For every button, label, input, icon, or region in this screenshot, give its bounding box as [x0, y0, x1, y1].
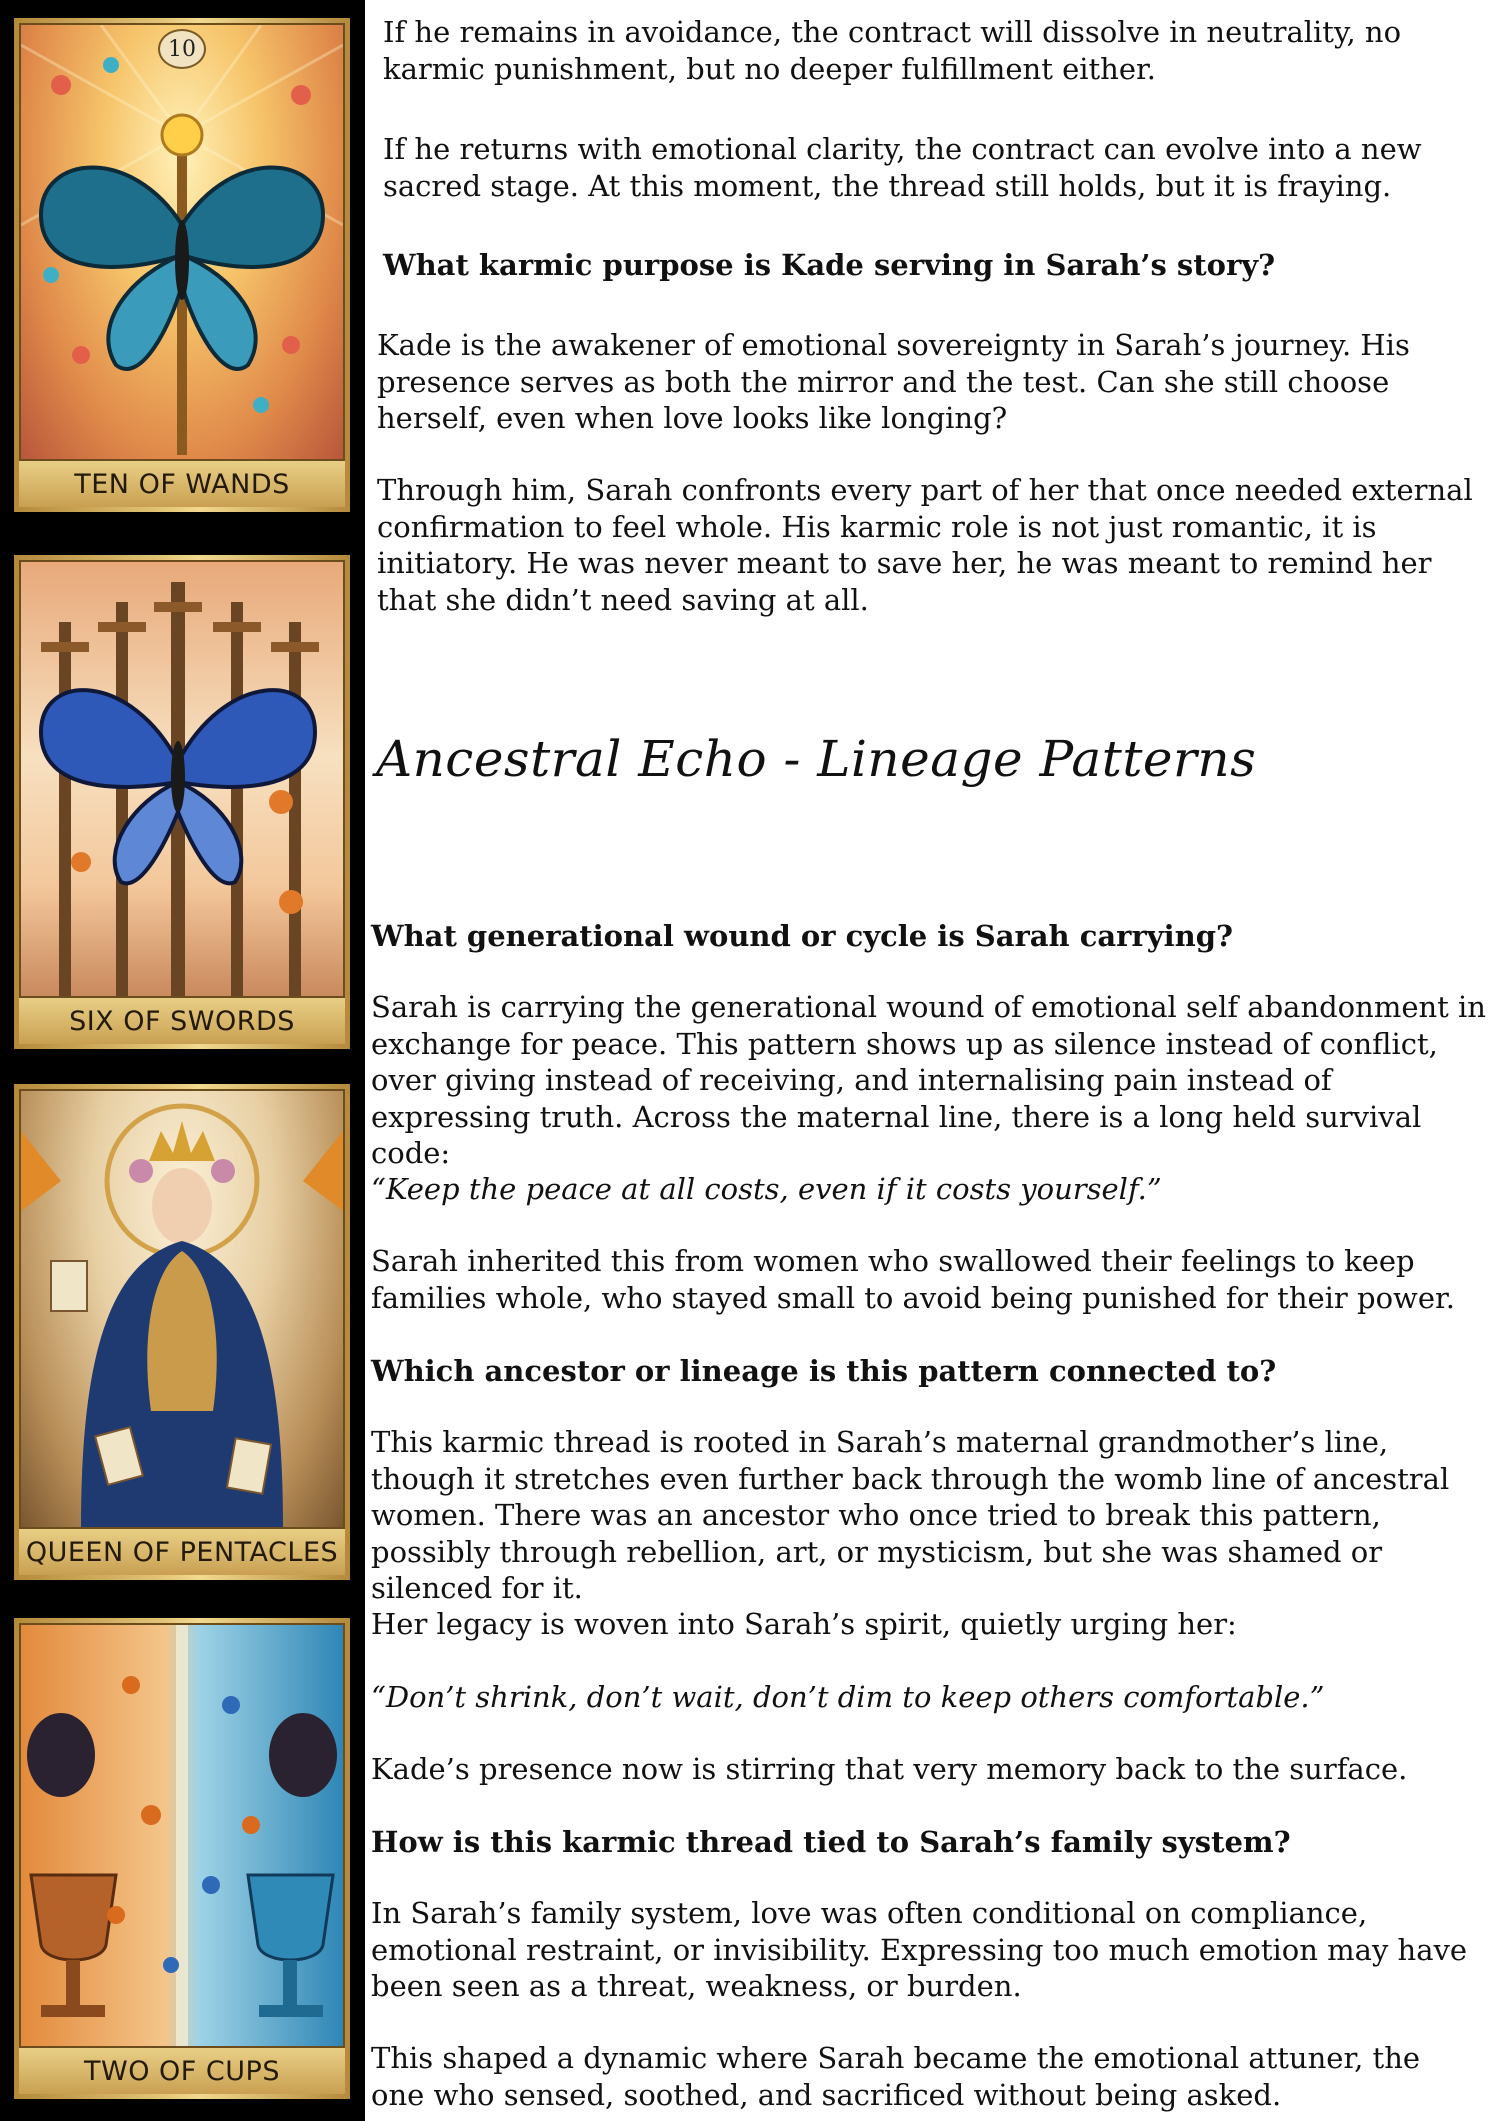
quote-dont-shrink: “Don’t shrink, don’t wait, don’t dim to keep others comfortable.” — [371, 1680, 1325, 1714]
tarot-card-ten-of-wands — [14, 18, 350, 512]
butterfly-illustration — [21, 25, 343, 459]
paragraph-contract-neutral: If he remains in avoidance, the contract will dissolve in neutrality, no karmic punishment, but no deeper fulfillment either. — [383, 15, 1402, 86]
paragraph-legacy: Her legacy is woven into Sarah’s spirit, quietly urging her: — [371, 1607, 1237, 1641]
six-of-swords-art — [19, 560, 345, 998]
card-label: TWO OF CUPS — [19, 2048, 345, 2094]
paragraph — [383, 131, 1483, 204]
quote-keep-the-peace: “Keep the peace at all costs, even if it costs yourself.” — [371, 1172, 1162, 1206]
card-label: TEN OF WANDS — [19, 461, 345, 507]
paragraph-family-system: In Sarah’s family system, love was often conditional on compliance, emotional restraint, or invisibility. Expressing too much emotion may have been seen as a threat, weakness, or burden. — [371, 1896, 1468, 2003]
card-label: QUEEN OF PENTACLES — [19, 1529, 345, 1575]
question-heading: What generational wound or cycle is Sarah carrying? — [371, 919, 1233, 953]
card-label: SIX OF SWORDS — [19, 998, 345, 1044]
paragraph — [383, 14, 1483, 87]
section-title: Ancestral Echo - Lineage Patterns — [376, 730, 1257, 788]
paragraph-contract-evolve: If he returns with emotional clarity, the contract can evolve into a new sacred stage. At this moment, the thread still holds, but it is fraying. — [383, 132, 1422, 203]
tarot-card-two-of-cups — [14, 1618, 350, 2099]
paragraph-kade-presence: Kade’s presence now is stirring that very memory back to the surface. — [371, 1752, 1408, 1786]
paragraph-kade-awakener: Kade is the awakener of emotional sovereignty in Sarah’s journey. His presence serves as both the mirror and the test. Can she still choose herself, even when love looks like longing? — [377, 328, 1410, 435]
paragraph-maternal-line: This karmic thread is rooted in Sarah’s maternal grandmother’s line, though it stretches even further back through the womb line of ancestral women. There was an ancestor who once tried to break this pattern, possibly through rebellion, art, or mysticism, but she was shamed or silenced for it. — [371, 1425, 1450, 1605]
swords-illustration — [21, 562, 343, 996]
paragraph-generational-wound: Sarah is carrying the generational wound of emotional self abandonment in exchange for peace. This pattern shows up as silence instead of conflict, over giving instead of receiving, and internalising pain instead of expressing truth. Across the maternal line, there is a long held survival code: — [371, 990, 1486, 1170]
two-of-cups-art — [19, 1623, 345, 2048]
paragraph-through-him: Through him, Sarah confronts every part of her that once needed external confirmation to feel whole. His karmic role is not just romantic, it is initiatory. He was never meant to save her, he was meant to remind her that she didn’t need saving at all. — [377, 473, 1473, 617]
paragraph-inherited: Sarah inherited this from women who swallowed their feelings to keep families whole, who stayed small to avoid being punished for their power. — [371, 1244, 1455, 1315]
paragraph-emotional-attuner: This shaped a dynamic where Sarah became the emotional attuner, the one who sensed, soothed, and sacrificed without being asked. — [371, 2041, 1421, 2112]
card-number: 10 — [158, 29, 206, 69]
tarot-card-queen-of-pentacles — [14, 1084, 350, 1580]
queen-illustration — [21, 1091, 343, 1527]
ten-of-wands-art — [19, 23, 345, 461]
cups-illustration — [21, 1625, 343, 2046]
queen-of-pentacles-art — [19, 1089, 345, 1529]
question-heading: How is this karmic thread tied to Sarah’s family system? — [371, 1825, 1291, 1859]
question-heading: What karmic purpose is Kade serving in Sarah’s story? — [383, 248, 1276, 282]
question-heading: Which ancestor or lineage is this pattern connected to? — [371, 1354, 1277, 1388]
tarot-card-six-of-swords — [14, 555, 350, 1049]
